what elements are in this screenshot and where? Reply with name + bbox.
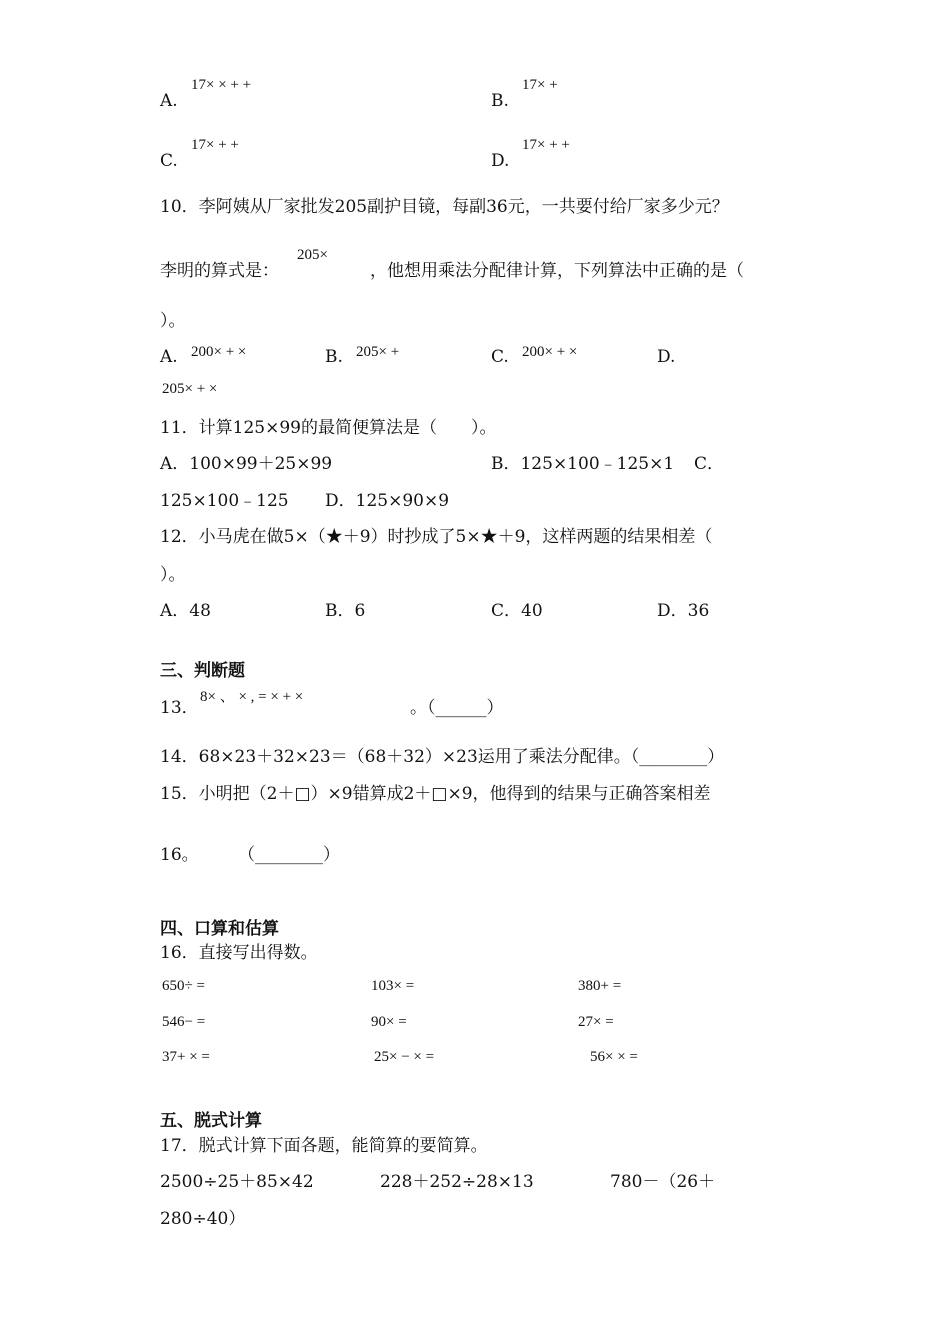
q16-item: 380+ = xyxy=(578,978,622,994)
q15-statement: 15．小明把（2＋□）×9错算成2＋□×9，他得到的结果与正确答案相差 xyxy=(160,784,711,804)
q9-option-c-label: C. xyxy=(160,151,178,171)
q16-item: 56× × = xyxy=(590,1049,638,1065)
q11-option-c-value: 125×100﹣125 xyxy=(160,491,289,511)
q11-option-b: B．125×100﹣125×1 xyxy=(491,454,675,474)
q12-option-d: D．36 xyxy=(657,601,710,621)
q17-expression-2: 228＋252÷28×13 xyxy=(380,1172,534,1192)
q15-answer-blank[interactable]: （________） xyxy=(238,845,340,865)
q9-option-d-label: D. xyxy=(491,151,510,171)
q16-item: 25× − × = xyxy=(374,1049,435,1065)
section-5-title: 五、脱式计算 xyxy=(160,1111,262,1131)
q13-expression: 8× 、 × , = × + × xyxy=(200,689,304,705)
q11-stem: 11．计算125×99的最简便算法是（ ）。 xyxy=(160,418,497,438)
q13-answer-blank[interactable]: 。（______） xyxy=(410,698,504,718)
q10-option-c-label: C. xyxy=(491,347,509,367)
q10-option-d-expression: 205× + × xyxy=(162,381,218,397)
q12-stem-end: ）。 xyxy=(160,565,186,585)
q16-item: 27× = xyxy=(578,1014,614,1030)
q9-option-a-expression: 17× × + + xyxy=(191,77,252,93)
q15-statement-end: 16。 xyxy=(160,845,199,865)
q16-item: 546− = xyxy=(162,1014,206,1030)
q14-statement: 14．68×23＋32×23＝（68＋32）×23运用了乘法分配律。（________） xyxy=(160,747,725,767)
q10-formula-expression: 205× xyxy=(297,247,328,263)
q17-expression-1: 2500÷25＋85×42 xyxy=(160,1172,314,1192)
q16-item: 103× = xyxy=(371,978,415,994)
q9-option-b-expression: 17× + xyxy=(522,77,558,93)
q10-option-a-label: A. xyxy=(160,347,178,367)
q10-formula-prefix: 李明的算式是： xyxy=(160,261,279,281)
q13-number: 13． xyxy=(160,698,199,718)
q10-stem-end: ）。 xyxy=(160,311,186,331)
q10-option-b-label: B. xyxy=(325,347,343,367)
q9-option-b-label: B. xyxy=(491,91,509,111)
q12-option-b: B．6 xyxy=(325,601,366,621)
q9-option-a-label: A. xyxy=(160,91,178,111)
q16-item: 37+ × = xyxy=(162,1049,210,1065)
q10-option-d-label: D. xyxy=(657,347,676,367)
q10-option-b-expression: 205× + xyxy=(356,344,400,360)
q11-option-a: A．100×99＋25×99 xyxy=(160,454,333,474)
q17-expression-3-cont: 280÷40） xyxy=(160,1209,246,1229)
q10-option-a-expression: 200× + × xyxy=(191,344,247,360)
q17-expression-3: 780－（26＋ xyxy=(610,1172,716,1192)
q10-stem: 10．李阿姨从厂家批发205副护目镜，每副36元，一共要付给厂家多少元？ xyxy=(160,197,729,217)
q16-stem: 16．直接写出得数。 xyxy=(160,943,318,963)
q11-option-d: D．125×90×9 xyxy=(325,491,450,511)
q10-formula-suffix: ，他想用乘法分配律计算，下列算法中正确的是（ xyxy=(370,261,744,281)
q9-option-c-expression: 17× + + xyxy=(191,137,239,153)
q16-item: 650÷ = xyxy=(162,978,205,994)
q12-option-c: C．40 xyxy=(491,601,543,621)
q17-stem: 17．脱式计算下面各题，能简算的要简算。 xyxy=(160,1136,488,1156)
q16-item: 90× = xyxy=(371,1014,407,1030)
section-3-title: 三、判断题 xyxy=(160,661,245,681)
q12-option-a: A．48 xyxy=(160,601,211,621)
q12-stem: 12．小马虎在做5×（★＋9）时抄成了5×★＋9，这样两题的结果相差（ xyxy=(160,527,713,547)
q11-option-c-label: C． xyxy=(694,454,725,474)
section-4-title: 四、口算和估算 xyxy=(160,919,279,939)
q9-option-d-expression: 17× + + xyxy=(522,137,570,153)
q10-option-c-expression: 200× + × xyxy=(522,344,578,360)
